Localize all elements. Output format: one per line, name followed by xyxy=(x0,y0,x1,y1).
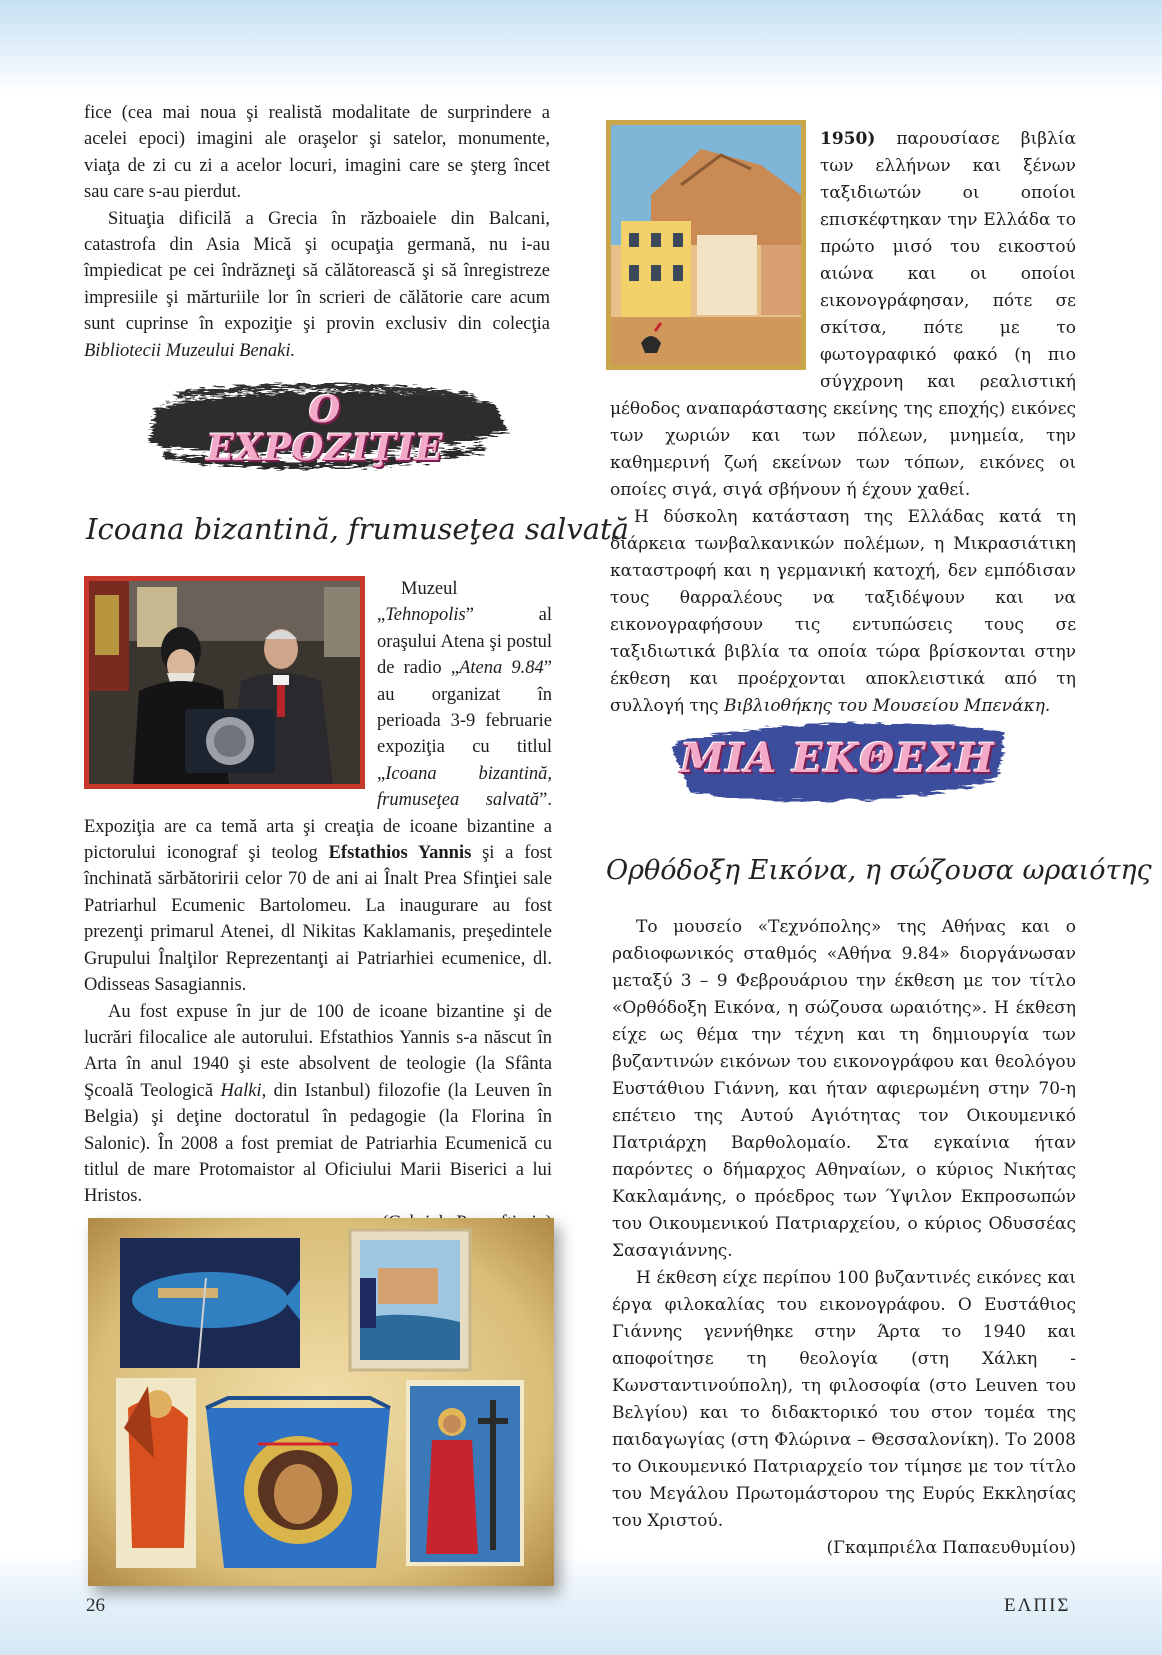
nafplio-painting-icon xyxy=(611,125,801,365)
right-article xyxy=(612,914,1076,1562)
left-intro-line: sau care s-au pierdut. xyxy=(84,182,242,203)
text-run: ” au organizat în perioada 3-9 februarie expoziţia cu titlul „ xyxy=(377,658,552,784)
heading-mia-ekthesi-text: ΜΙΑ ΕΚΘΕΣΗ xyxy=(680,734,995,782)
text-run: παρουσίασε βιβλία των ελλήνων και ξένων ταξιδιωτών οι οποίοι επισκέφτηκαν την Ελλάδα το πρώτο μισό του εικοστού αιώνα και οι οποίοι εικονογράφησαν, πότε σε σκίτσα, πότε με το φωτογραφικό φακό (η πιο σύγχρονη και ρεαλιστική μέθοδος αναπαράστασης εκείνης της εποχής) εικόνες των χωριών και των πόλεων, μνημεία, την καθημερινή ζωή εκείνων των τόπων, εικόνες οι οποίες σιγά, σιγά σβήνουν ή έχουν χαθεί. xyxy=(610,129,1076,500)
text-run: şi a fost închinată sărbătoririi celor 70 de ani ai Înalt Prea Sfinţiei sale Patriarhul Ecumenic Bartolomeu. La inaugurare au fost prezenţi primarul Atenei, dl Nikitas Kaklamanis, preşedintele Grupului Înalţilor Reprezentanţi ai Patriarhiei ecumenice, dl. Odisseas Sasagiannis. xyxy=(84,843,552,996)
left-subheading: Icoana bizantină, frumuseţea salvată xyxy=(86,512,629,546)
byzantine-icons-collage-icon xyxy=(88,1218,554,1586)
top-gradient-band xyxy=(0,0,1162,95)
heading-mia-ekthesi xyxy=(660,710,1015,814)
icon-collage xyxy=(88,1218,554,1586)
heading-expozitie-line1: O xyxy=(308,389,342,431)
right-article-para-1: Το μουσείο «Τεχνόπολης» της Αθήνας και ο ραδιοφωνικός σταθμός «Αθήνα 9.84» διοργάνωσαν μεταξύ 3 – 9 Φεβρουάριου την έκθεση με τον τίτλο «Ορθόδοξη Εικόνα, η σώζουσα ωραιότης». Η έκθεση είχε ως θέμα την τέχνη και τη δημιουργία των βυζαντινών εικόνων του εικονογράφου και θεολόγου Ευστάθιου Γιάννη, και ήταν αφιερωμένη στην 70-η επέτειο της Αυτού Αγιότητας τον Οικουμενικό Πατριάρχη Βαρθολομαίο. Στα εγκαίνια ήταν παρόντες ο δήμαρχος Αθηναίων, ο κύριος Νικήτας Κακλαμάνης, ο πρόεδρος των Ύψιλον Εκπροσωπών του Οικουμενικού Πατριαρχείου, ο κύριος Οδυσσέας Σασαγιάννης. xyxy=(612,917,1076,1261)
left-article-para-2 xyxy=(84,999,552,1210)
text-run: Η δύσκολη κατάσταση της Ελλάδας κατά τη διάρκεια τωνβαλκανικών πολέμων, η Μικρασιάτικη καταστροφή και η γερμανική κατοχή, δεν εμπόδισαν τους θαρραλέους να ταξιδέψουν και να εικονογραφήσουν τις εντυπώσεις τους σε ταξιδιωτικά βιβλία τα οποία τώρα βρίσκονται στην έκθεση και προέρχονται αποκλειστικά από τη συλλογή της xyxy=(610,507,1076,716)
text-run: ” al oraşului Atena şi postul de radio „ xyxy=(377,605,552,679)
right-signature: (Γκαμπριέλα Παπαευθυμίου) xyxy=(826,1538,1076,1558)
right-article-para-2: Η έκθεση είχε περίπου 100 βυζαντινές εικόνες και έργα φιλοκαλίας του εικονογράφου. Ο Ευστάθιος Γιάννης γεννήθηκε στην Άρτα το 1940 και αποφοίτησε τη θεολογία (στη Χάλκη - Κωνσταντινούπολη), τη φιλοσοφία (στο Leuven του Βελγίου) και το διδακτορικό του στον τομέα της παιδαγωγίας (στη Φλώρινα – Θεσσαλονίκη). Το 2008 το Οικουμενικό Πατριαρχείο τον τίμησε με τον τίτλο του Μεγάλου Πρωτομάστορου της Ευρύς Εκκλησίας του Χριστού. xyxy=(612,1268,1076,1531)
text-run: ”. Expoziţia are ca temă arta şi creaţia de icoane bizantine a pictorului iconograf şi teolog xyxy=(84,790,552,864)
right-para-2 xyxy=(610,504,1076,720)
heading-expozitie-line2: EXPOZIŢIE xyxy=(206,427,444,469)
bold-run: 1950) xyxy=(820,129,876,149)
left-intro-line: acelei epoci) imagini ale oraşelor şi satelor, monumente, xyxy=(84,129,550,150)
italic-run: Halki xyxy=(220,1080,262,1101)
text-run: , din Istanbul) filozofie (la Leuven în Belgia) şi deţine doctoratul în pedagogie (la Florina în Salonic). În 2008 a fost premiat de Patriarhia Ecumenică cu titlul de mare Protomaistor al Oficiului Marii Biserici a lui Hristos. xyxy=(84,1080,552,1207)
italic-run: Icoana bizantină, frumuseţea salvată xyxy=(377,763,552,811)
heading-expozitie xyxy=(135,378,515,476)
text-run: Au fost expuse în jur de 100 de icoane bizantine şi de lucrări filocalice ale autorului. Efstathios Yannis s-a născut în Arta în anul 1940 şi este absolvent de teologie (la Sfânta Şcoală Teologică xyxy=(84,1001,552,1101)
left-para-2-italic: Bibliotecii Muzeului Benaki. xyxy=(84,340,296,361)
patriarch-photo-icon xyxy=(89,581,360,784)
page-number: 26 xyxy=(86,1595,105,1616)
italic-run: Βιβλιοθήκης του Μουσείου Μπενάκη. xyxy=(724,696,1051,716)
left-article xyxy=(84,576,552,1236)
magazine-name: ΕΛΠΙΣ xyxy=(1004,1595,1071,1616)
italic-run: Tehnopolis xyxy=(385,605,466,626)
left-para-2-text: Situaţia dificilă a Grecia în războaiele din Balcani, catastrofa din Asia Mică şi ocupaţia germană, nu i-au împiedicat pe cei îndrăzneţi să călătorească şi să înregistreze impresiile şi mărturiile lor în scrieri de călătorie care acum sunt cuprinse în expoziţie şi provin exclusiv din colecţia xyxy=(84,208,550,335)
left-para-2 xyxy=(84,206,550,364)
patriarch-photo xyxy=(84,576,365,789)
text-run: Muzeul „ xyxy=(377,579,458,626)
nafplio-painting xyxy=(606,120,806,370)
bold-run: Efstathios Yannis xyxy=(328,843,472,864)
italic-run: Atena 9.84 xyxy=(459,658,544,679)
right-intro-block xyxy=(610,126,1076,720)
left-intro-line: viaţa de zi cu zi a acelor locuri, imagini care se şterg încet xyxy=(84,155,550,176)
left-intro-block xyxy=(84,100,550,364)
right-subheading: Ορθόδοξη Εικόνα, η σώζουσα ωραιότης xyxy=(606,855,1152,886)
left-intro-line: fice (cea mai noua şi realistă modalitate de surprindere a xyxy=(84,103,550,123)
